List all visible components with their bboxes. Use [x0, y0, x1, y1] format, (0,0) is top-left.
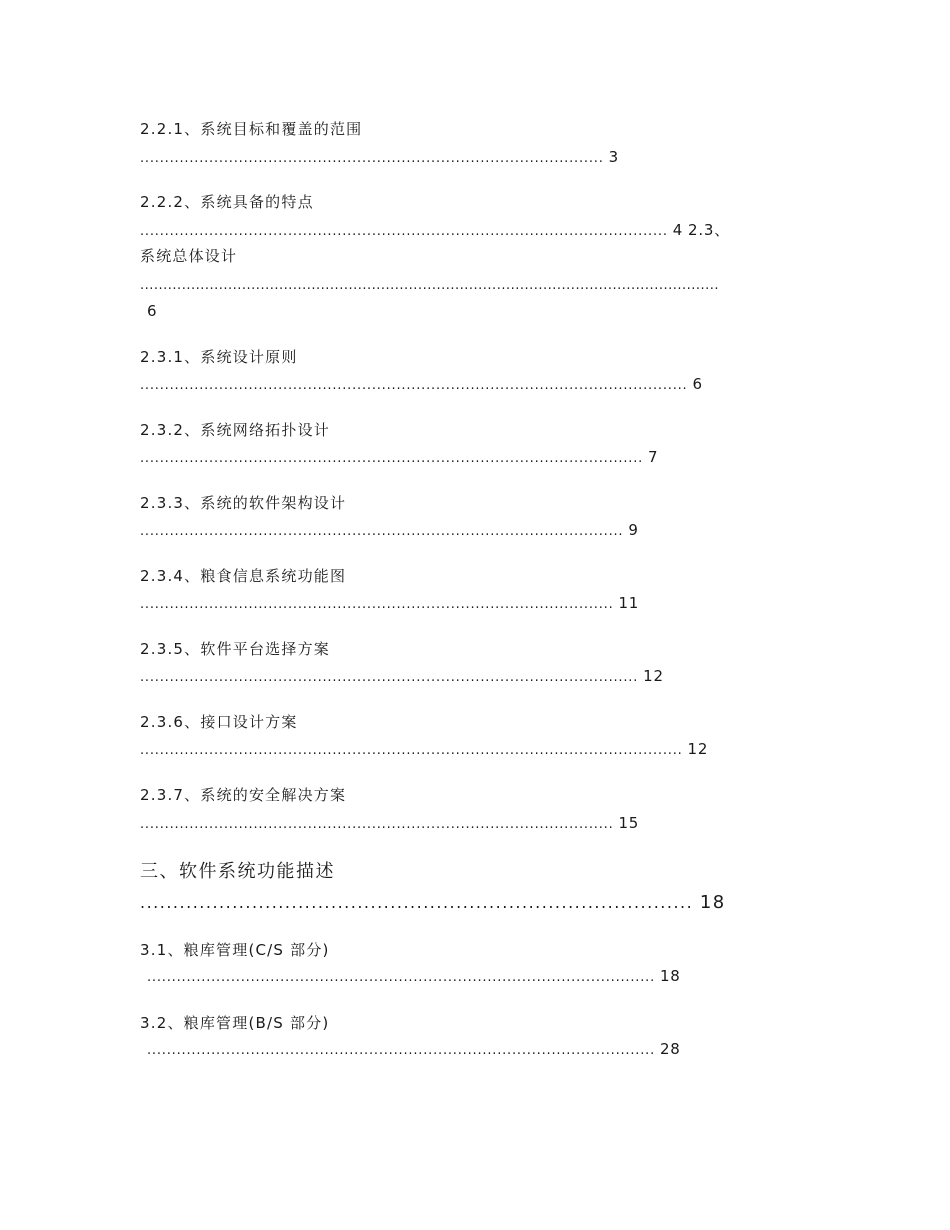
toc-entry-3-2-title: 3.2、粮库管理(B/S 部分) — [140, 1014, 330, 1032]
toc-entry-chapter-3-leader — [140, 892, 726, 914]
toc-entry-2-3-7-leader — [140, 814, 639, 834]
toc-page-number: 11 — [618, 594, 640, 612]
toc-entry-2-3-title: 系统总体设计 — [140, 247, 238, 265]
toc-page-number: 12 — [687, 740, 709, 758]
toc-entry-2-3-6-title: 2.3.6、接口设计方案 — [140, 713, 298, 731]
toc-entry-2-3-6-leader — [140, 740, 708, 760]
dot-leader: .................................................................................... — [140, 893, 694, 912]
toc-entry-2-3-5-leader — [140, 667, 664, 687]
toc-entry-2-3-leader: ............................................................................................................................. — [140, 278, 720, 293]
toc-entry-3-2-leader — [147, 1040, 681, 1060]
toc-page-number: 9 — [628, 521, 639, 539]
toc-entry-chapter-3-title: 三、软件系统功能描述 — [140, 861, 335, 882]
dot-leader: ....................................................................................................... — [147, 970, 656, 985]
toc-entry-2-3-7-title: 2.3.7、系统的安全解决方案 — [140, 786, 347, 804]
toc-page-number: 28 — [659, 1040, 681, 1058]
dot-leader: ................................................................................................ — [140, 817, 614, 832]
toc-page-number: 12 — [643, 667, 664, 685]
toc-entry-2-3-1-title: 2.3.1、系统设计原则 — [140, 348, 298, 366]
toc-entry-2-3-5-title: 2.3.5、软件平台选择方案 — [140, 640, 330, 658]
toc-page-number: 4 — [672, 221, 684, 239]
dot-leader: .................................................................................................. — [140, 524, 624, 539]
dot-leader: ...................................................................................................... — [140, 451, 644, 466]
toc-entry-2-3-3-leader — [140, 521, 639, 541]
toc-entry-2-2-1-leader — [140, 148, 619, 168]
dot-leader: ........................................................................................................... — [140, 224, 668, 239]
dot-leader: ..................................................................................................... — [140, 670, 639, 685]
toc-page-number: 6 — [147, 302, 158, 320]
toc-entry-2-2-2-title: 2.2.2、系统具备的特点 — [140, 193, 314, 211]
toc-entry-2-3-4-title: 2.3.4、粮食信息系统功能图 — [140, 567, 347, 585]
dot-leader: ............................................................................................................... — [140, 378, 688, 393]
toc-entry-2-3-2-leader — [140, 448, 658, 468]
toc-page-number: 18 — [659, 967, 681, 985]
toc-page-number: 6 — [692, 375, 703, 393]
toc-page-number: 18 — [699, 892, 726, 913]
toc-entry-2-2-2-leader — [140, 221, 730, 241]
toc-entry-2-3-2-title: 2.3.2、系统网络拓扑设计 — [140, 421, 330, 439]
toc-entry-3-1-leader — [147, 967, 681, 987]
dot-leader: ....................................................................................................... — [147, 1043, 656, 1058]
toc-page-number: 7 — [648, 448, 659, 466]
dot-leader: .............................................................................................. — [140, 151, 604, 166]
toc-entry-3-1-title: 3.1、粮库管理(C/S 部分) — [140, 941, 330, 959]
dot-leader: .............................................................................................................. — [140, 743, 683, 758]
toc-entry-2-3-3-title: 2.3.3、系统的软件架构设计 — [140, 494, 347, 512]
toc-entry-2-3-1-leader — [140, 375, 703, 395]
dot-leader: ................................................................................................ — [140, 597, 614, 612]
toc-page-number: 15 — [618, 814, 640, 832]
toc-entry-2-2-1-title: 2.2.1、系统目标和覆盖的范围 — [140, 120, 363, 138]
toc-next-prefix: 2.3、 — [687, 221, 731, 239]
toc-entry-2-3-4-leader — [140, 594, 639, 614]
toc-page-number: 3 — [608, 148, 619, 166]
